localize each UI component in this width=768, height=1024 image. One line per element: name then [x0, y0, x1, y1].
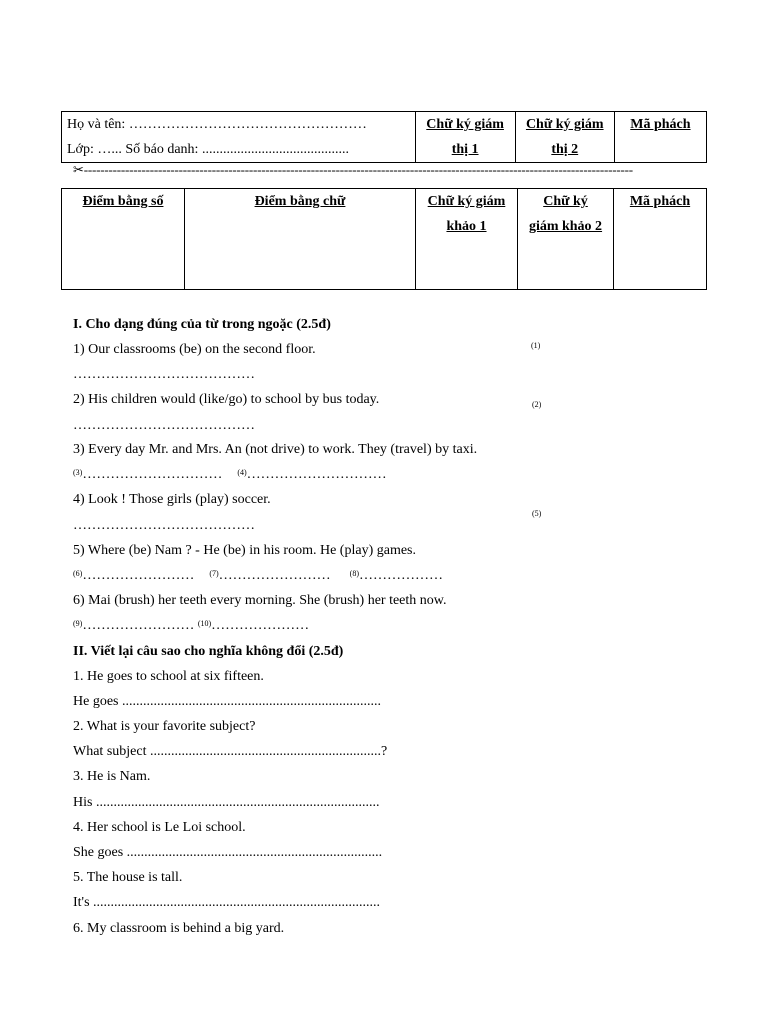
answer-mark-4: (4) [237, 468, 247, 477]
question-5: 5) Where (be) Nam ? - He (be) in his room. He (play) games. [73, 543, 416, 558]
answer-mark-6: (6) [73, 569, 83, 578]
answer-mark-7: (7) [209, 569, 219, 578]
answer-mark-2: (2) [532, 400, 542, 409]
rewrite-answer-5[interactable]: It's .................................................................................. [73, 895, 381, 910]
answer-blank-10[interactable]: ………………… [211, 618, 310, 633]
proctor1-label-line1: Chữ ký giám [426, 117, 504, 132]
answer-blank-7[interactable]: …………………… [218, 568, 331, 583]
rewrite-question-5: 5. The house is tall. [73, 870, 183, 885]
student-name-field[interactable]: Họ và tên: …………………………………………… [67, 117, 367, 132]
answer-line-5 [73, 567, 443, 585]
question-2: 2) His children would (like/go) to school by bus today. [73, 392, 380, 407]
answer-mark-10: (10) [197, 619, 212, 628]
score-number-cell [62, 189, 185, 290]
answer-mark-5: (5) [532, 509, 542, 518]
answer-mark-8: (8) [349, 569, 359, 578]
answer-blank-2[interactable]: ………………………………… [73, 418, 255, 433]
answer-line-3 [73, 466, 387, 484]
answer-blank-1[interactable]: ………………………………… [73, 367, 255, 382]
rewrite-question-3: 3. He is Nam. [73, 769, 151, 784]
examiner2-label-line1: Chữ ký [543, 194, 588, 209]
score-code-label: Mã phách [629, 194, 691, 209]
score-table [61, 188, 707, 290]
answer-line-6 [73, 617, 309, 635]
answer-blank-8[interactable]: ……………… [358, 568, 443, 583]
header-table [61, 111, 707, 163]
score-code-cell [614, 189, 707, 290]
question-1: 1) Our classrooms (be) on the second floor. [73, 342, 316, 357]
rewrite-answer-3[interactable]: His ................................................................................. [73, 795, 380, 810]
proctor2-signature-cell [515, 112, 614, 163]
examiner1-cell [416, 189, 518, 290]
answer-blank-5[interactable]: ………………………………… [73, 518, 255, 533]
code-label: Mã phách [630, 117, 691, 132]
examiner1-label-line1: Chữ ký giám [427, 194, 506, 209]
answer-mark-9: (9) [73, 619, 83, 628]
proctor2-label-line1: Chữ ký giám [525, 117, 604, 132]
code-cell [614, 112, 706, 163]
question-3: 3) Every day Mr. and Mrs. An (not drive) to work. They (travel) by taxi. [73, 442, 478, 457]
examiner2-cell [518, 189, 614, 290]
answer-mark-1: (1) [531, 341, 541, 350]
examiner2-label-line2: giám khảo 2 [528, 219, 603, 234]
rewrite-question-4: 4. Her school is Le Loi school. [73, 820, 246, 835]
question-6: 6) Mai (brush) her teeth every morning. She (brush) her teeth now. [73, 593, 447, 608]
student-info-cell [62, 112, 416, 163]
rewrite-question-6: 6. My classroom is behind a big yard. [73, 921, 285, 936]
examiner1-label-line2: khảo 1 [446, 219, 487, 234]
rewrite-question-2: 2. What is your favorite subject? [73, 719, 256, 734]
answer-blank-9[interactable]: …………………… [82, 618, 195, 633]
proctor1-label-line2: thị 1 [451, 142, 479, 157]
answer-blank-6[interactable]: …………………… [82, 568, 195, 583]
rewrite-question-1: 1. He goes to school at six fifteen. [73, 669, 264, 684]
score-number-label: Điểm bằng số [82, 194, 164, 209]
answer-blank-4[interactable]: ………………………… [246, 467, 387, 482]
cut-line: ✂------------------------------------------------------------------------------------------------------------------------------------- [73, 162, 633, 177]
class-and-id-field[interactable]: Lớp: …... Số báo danh: .......................................... [67, 142, 349, 157]
answer-mark-3: (3) [73, 468, 83, 477]
score-words-cell [185, 189, 416, 290]
proctor1-signature-cell [415, 112, 515, 163]
answer-blank-3[interactable]: ………………………… [82, 467, 223, 482]
section2-title: II. Viết lại câu sao cho nghĩa không đổi (2.5đ) [73, 644, 344, 659]
proctor2-label-line2: thị 2 [551, 142, 579, 157]
rewrite-answer-1[interactable]: He goes .......................................................................... [73, 694, 381, 709]
question-4: 4) Look ! Those girls (play) soccer. [73, 492, 271, 507]
section1-title: I. Cho dạng đúng của từ trong ngoặc (2.5đ) [73, 317, 331, 332]
rewrite-answer-4[interactable]: She goes ......................................................................... [73, 845, 383, 860]
rewrite-answer-2[interactable]: What subject ..................................................................? [73, 744, 388, 759]
score-words-label: Điểm bằng chữ [254, 194, 346, 209]
